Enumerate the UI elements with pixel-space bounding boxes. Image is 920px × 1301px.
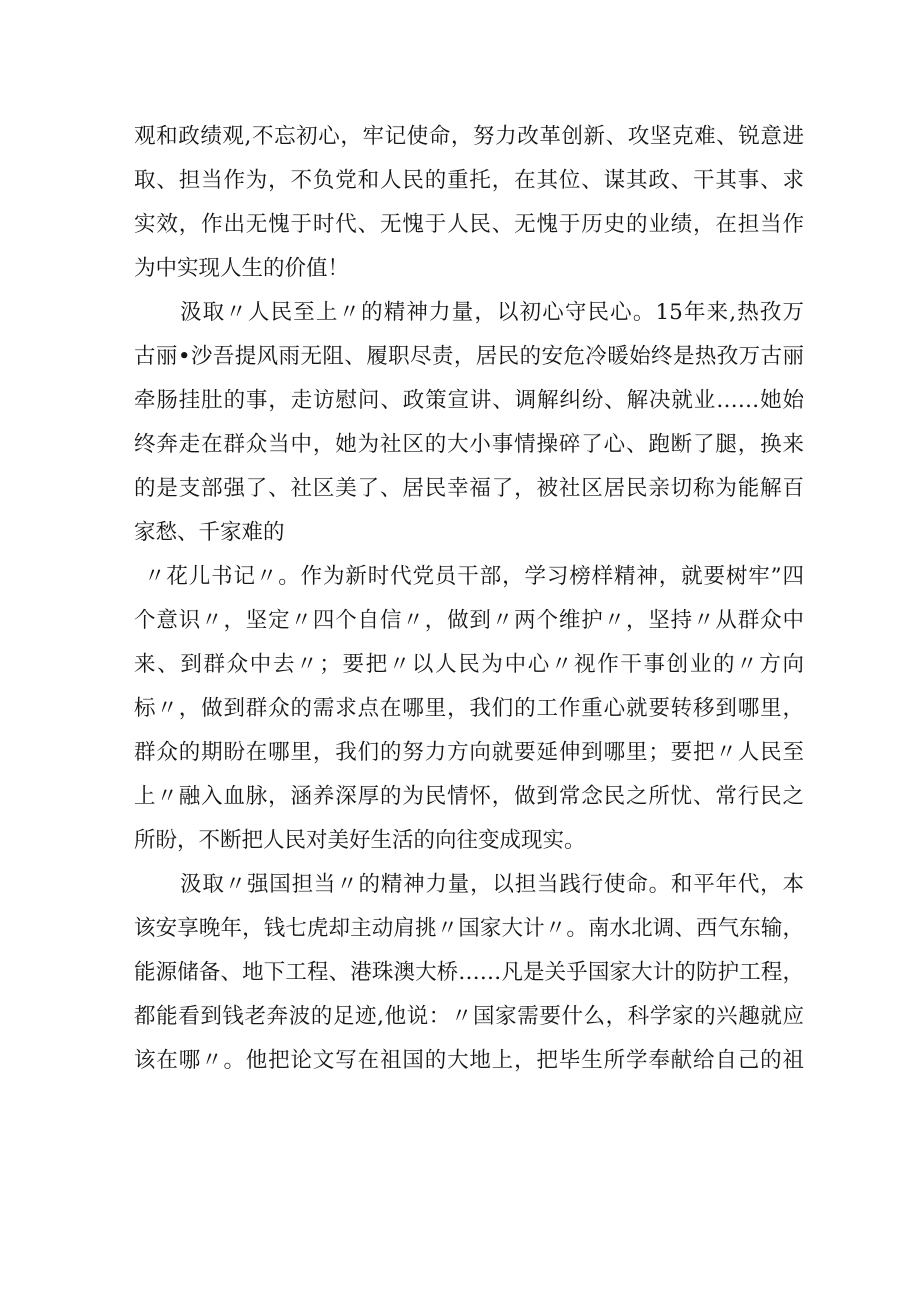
text-line: 该在哪〃。他把论文写在祖国的大地上，把毕生所学奉献给自己的祖 [134, 1048, 804, 1073]
text-line: 家愁、千家难的 [134, 520, 285, 545]
text-line: 古丽•沙吾提风雨无阻、履职尽责，居民的安危冷暖始终是热孜万古丽 [134, 344, 804, 369]
text-line: 能源储备、地下工程、港珠澳大桥……凡是关乎国家大计的防护工程， [134, 960, 804, 985]
text-line: 来、到群众中去〃；要把〃以人民为中心〃视作干事创业的〃方向 [134, 652, 804, 677]
text-line: 牵肠挂肚的事，走访慰问、政策宣讲、调解纠纷、解决就业……她始 [134, 388, 804, 413]
text-line: 该安享晚年，钱七虎却主动肩挑〃国家大计〃。南水北调、西气东输， [134, 916, 804, 941]
text-line: 个意识〃，坚定〃四个自信〃，做到〃两个维护〃，坚持〃从群众中 [134, 608, 804, 633]
paragraph-start-line: 汲取〃强国担当〃的精神力量，以担当践行使命。和平年代，本 [180, 872, 804, 897]
text-line: 取、担当作为，不负党和人民的重托，在其位、谋其政、干其事、求 [134, 168, 804, 193]
text-line: 〃花儿书记〃。作为新时代党员干部，学习榜样精神，就要树牢”四 [144, 564, 804, 589]
text-line: 的是支部强了、社区美了、居民幸福了，被社区居民亲切称为能解百 [134, 476, 804, 501]
text-line: 观和政绩观,不忘初心，牢记使命，努力改革创新、攻坚克难、锐意进 [134, 124, 804, 149]
text-line: 上〃融入血脉，涵养深厚的为民情怀，做到常念民之所忧、常行民之 [134, 784, 804, 809]
text-line: 实效，作出无愧于时代、无愧于人民、无愧于历史的业绩，在担当作 [134, 212, 804, 237]
text-line: 标〃，做到群众的需求点在哪里，我们的工作重心就要转移到哪里， [134, 696, 804, 721]
text-line: 都能看到钱老奔波的足迹,他说：〃国家需要什么，科学家的兴趣就应 [134, 1004, 804, 1029]
paragraph-start-line: 汲取〃人民至上〃的精神力量，以初心守民心。15年来,热孜万 [180, 300, 804, 325]
text-line: 所盼，不断把人民对美好生活的向往变成现实。 [134, 828, 586, 853]
text-line: 终奔走在群众当中，她为社区的大小事情操碎了心、跑断了腿，换来 [134, 432, 804, 457]
text-line: 为中实现人生的价值！ [134, 256, 350, 281]
text-line: 群众的期盼在哪里，我们的努力方向就要延伸到哪里；要把〃人民至 [134, 740, 804, 765]
